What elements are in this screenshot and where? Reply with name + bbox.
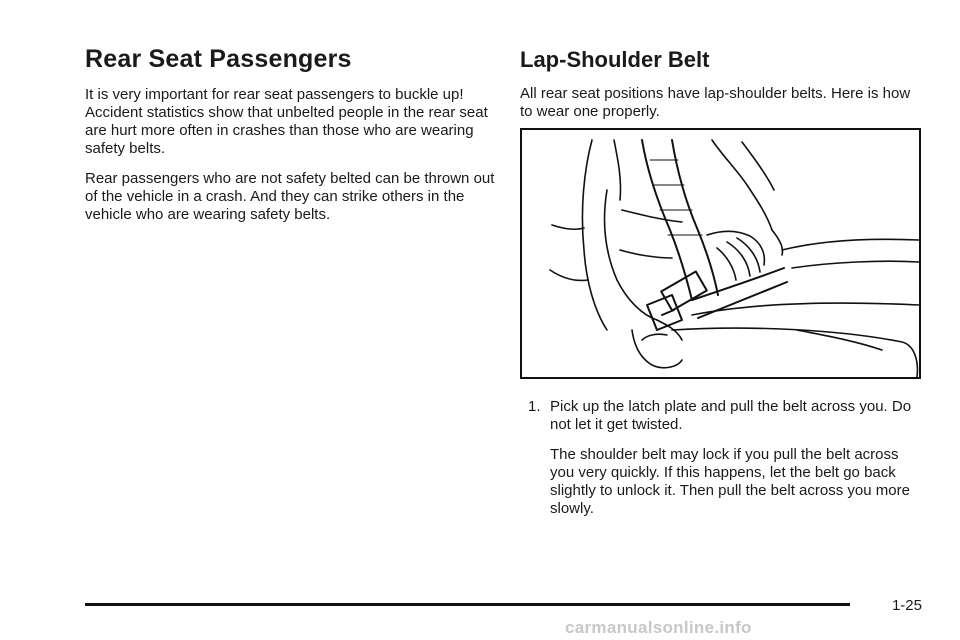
page-number: 1-25 (891, 597, 922, 614)
step-note: The shoulder belt may lock if you pull the belt across you very quickly. If this happens, let the belt go back slightly to unlock it. Then pull the belt across you more slowly. (550, 446, 910, 517)
instruction-step-1 (528, 398, 923, 518)
watermark: carmanualsonline.info (565, 618, 752, 637)
left-column (85, 40, 495, 236)
right-column (520, 40, 925, 133)
lap-shoulder-belt-heading: Lap-Shoulder Belt (520, 47, 710, 72)
rear-seat-paragraph-2: Rear passengers who are not safety belted can be thrown out of the vehicle in a crash. And they can strike others in the vehicle who are wearing safety belts. (85, 170, 495, 223)
belt-illustration-drawing (522, 130, 919, 377)
rear-seat-paragraph-1: It is very important for rear seat passengers to buckle up! Accident statistics show that unbelted people in the rear seat are hurt more often in crashes than those who are wearing safety belts. (85, 86, 488, 157)
step-number: 1. (528, 398, 541, 415)
step-text: Pick up the latch plate and pull the belt across you. Do not let it get twisted. (550, 398, 912, 433)
footer-rule (85, 603, 850, 606)
belt-illustration (520, 128, 921, 379)
rear-seat-passengers-heading: Rear Seat Passengers (85, 45, 352, 73)
lap-shoulder-intro: All rear seat positions have lap-shoulder belts. Here is how to wear one properly. (520, 85, 911, 120)
